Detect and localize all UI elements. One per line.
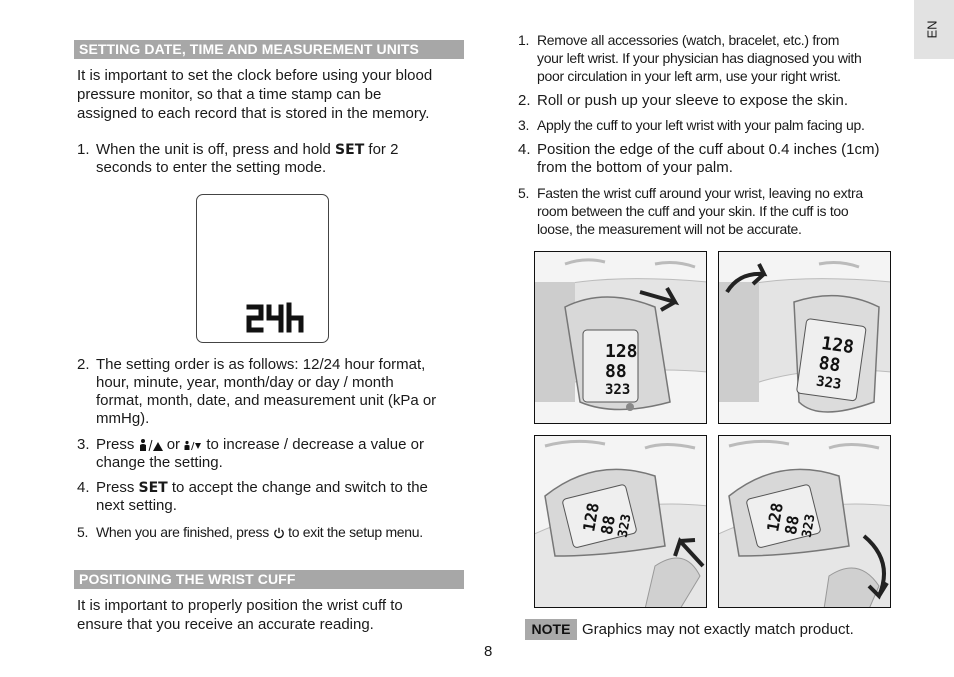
- person-triangle-up-icon: [139, 438, 163, 452]
- intro-line: It is important to set the clock before using your blood: [77, 67, 433, 84]
- step-number: 5.: [518, 185, 530, 201]
- diastolic-reading: 88: [605, 361, 627, 382]
- systolic-reading: 128: [579, 501, 603, 534]
- step-text-part: When the unit is off, press and hold: [96, 141, 336, 158]
- step-number: 4.: [518, 141, 531, 158]
- step-text-part: Position the edge of the cuff about 0.4 inches (1cm): [537, 141, 880, 158]
- step-number: 1.: [77, 141, 90, 158]
- lcd-digits: [196, 194, 329, 343]
- step-text: [96, 479, 428, 515]
- step-text-part: loose, the measurement will not be accurate.: [537, 221, 802, 237]
- step-text: Roll or push up your sleeve to expose the skin.: [537, 92, 849, 109]
- step-number: 3.: [77, 436, 90, 453]
- outro-line: It is important to properly position the wrist cuff to: [77, 597, 403, 614]
- set-key-label: SET: [335, 142, 365, 158]
- cuff-step-5: [518, 184, 908, 240]
- step-text: [96, 436, 424, 472]
- setting-step-4: [77, 479, 467, 519]
- set-key-label: SET: [138, 480, 168, 496]
- step-text-part: your left wrist. If your physician has diagnosed you with: [537, 50, 862, 66]
- step-text-part: mmHg).: [96, 410, 150, 427]
- step-text-part: poor circulation in your left arm, use your right wrist.: [537, 68, 841, 84]
- systolic-reading: 128: [763, 501, 787, 534]
- step-text-part: from the bottom of your palm.: [537, 159, 733, 176]
- lcd-display: [196, 194, 329, 343]
- step-text-part: seconds to enter the setting mode.: [96, 159, 327, 176]
- systolic-reading: 128: [820, 332, 856, 359]
- step-text-part: Press: [96, 479, 139, 496]
- diastolic-reading: 88: [780, 513, 804, 537]
- page-number: 8: [484, 643, 493, 660]
- pulse-reading: 323: [815, 373, 843, 393]
- step-text-part: or: [166, 436, 185, 453]
- wrist-cuff-figure: [719, 252, 891, 424]
- cuff-illustration-3: [534, 435, 707, 608]
- diastolic-reading: 88: [596, 513, 620, 537]
- cuff-step-2: [518, 92, 908, 112]
- intro-line: assigned to each record that is stored in the memory.: [77, 105, 430, 122]
- outro-paragraph: [77, 596, 403, 634]
- step-text-part: to accept the change and switch to the: [167, 479, 428, 496]
- power-icon: [273, 527, 285, 539]
- language-tab: [914, 0, 954, 59]
- person-triangle-down-icon: [184, 440, 202, 451]
- note-label: NOTE: [525, 619, 577, 640]
- step-text: [96, 523, 423, 541]
- step-text-part: next setting.: [96, 497, 177, 514]
- step-number: 2.: [77, 356, 90, 373]
- step-text: [537, 31, 862, 85]
- cuff-illustration-1: [534, 251, 707, 424]
- step-text: [537, 141, 879, 177]
- systolic-reading: 128: [605, 341, 638, 362]
- setting-step-1: [77, 141, 467, 181]
- step-text-part: room between the cuff and your skin. If the cuff is too: [537, 203, 849, 219]
- intro-line: pressure monitor, so that a time stamp can be: [77, 86, 382, 103]
- cuff-illustration-4: [718, 435, 891, 608]
- wrist-cuff-figure: [535, 252, 707, 424]
- step-text: [537, 184, 863, 238]
- step-number: 1.: [518, 32, 530, 48]
- step-text-part: to exit the setup menu.: [288, 524, 423, 540]
- cuff-step-3: [518, 116, 908, 136]
- step-number: 2.: [518, 92, 531, 109]
- diastolic-reading: 88: [817, 352, 842, 377]
- step-text-part: When you are finished, press: [96, 524, 273, 540]
- pulse-reading: 323: [615, 513, 635, 539]
- language-tab-label: EN: [924, 20, 940, 39]
- step-text-part: Press: [96, 436, 139, 453]
- step-text-part: for 2: [364, 141, 399, 158]
- cuff-illustration-2: [718, 251, 891, 424]
- note-text: Graphics may not exactly match product.: [582, 621, 854, 638]
- section-title-positioning: POSITIONING THE WRIST CUFF: [74, 570, 464, 589]
- step-text-part: change the setting.: [96, 454, 223, 471]
- step-number: 5.: [77, 524, 89, 540]
- step-text-part: Fasten the wrist cuff around your wrist, leaving no extra: [537, 185, 863, 201]
- intro-paragraph: [77, 66, 432, 123]
- pulse-reading: 323: [799, 513, 819, 539]
- section-title-setting: SETTING DATE, TIME AND MEASUREMENT UNITS: [74, 40, 464, 59]
- cuff-step-4: [518, 141, 908, 179]
- step-text: [96, 141, 398, 177]
- cuff-step-1: [518, 31, 908, 87]
- step-text: [96, 356, 436, 428]
- setting-step-5: [77, 523, 477, 543]
- wrist-cuff-figure: [719, 436, 891, 608]
- step-text-part: to increase / decrease a value or: [206, 436, 424, 453]
- step-text-part: hour, minute, year, month/day or day / month: [96, 374, 394, 391]
- pulse-reading: 323: [605, 382, 631, 398]
- step-text: Apply the cuff to your left wrist with your palm facing up.: [537, 117, 865, 133]
- step-number: 4.: [77, 479, 90, 496]
- step-text-part: The setting order is as follows: 12/24 hour format,: [96, 356, 426, 373]
- outro-line: ensure that you receive an accurate reading.: [77, 616, 374, 633]
- setting-step-2: [77, 356, 467, 432]
- step-number: 3.: [518, 117, 530, 133]
- wrist-cuff-figure: [535, 436, 707, 608]
- step-text-part: Remove all accessories (watch, bracelet, etc.) from: [537, 32, 840, 48]
- step-text-part: format, month, date, and measurement unit (kPa or: [96, 392, 437, 409]
- setting-step-3: [77, 436, 467, 476]
